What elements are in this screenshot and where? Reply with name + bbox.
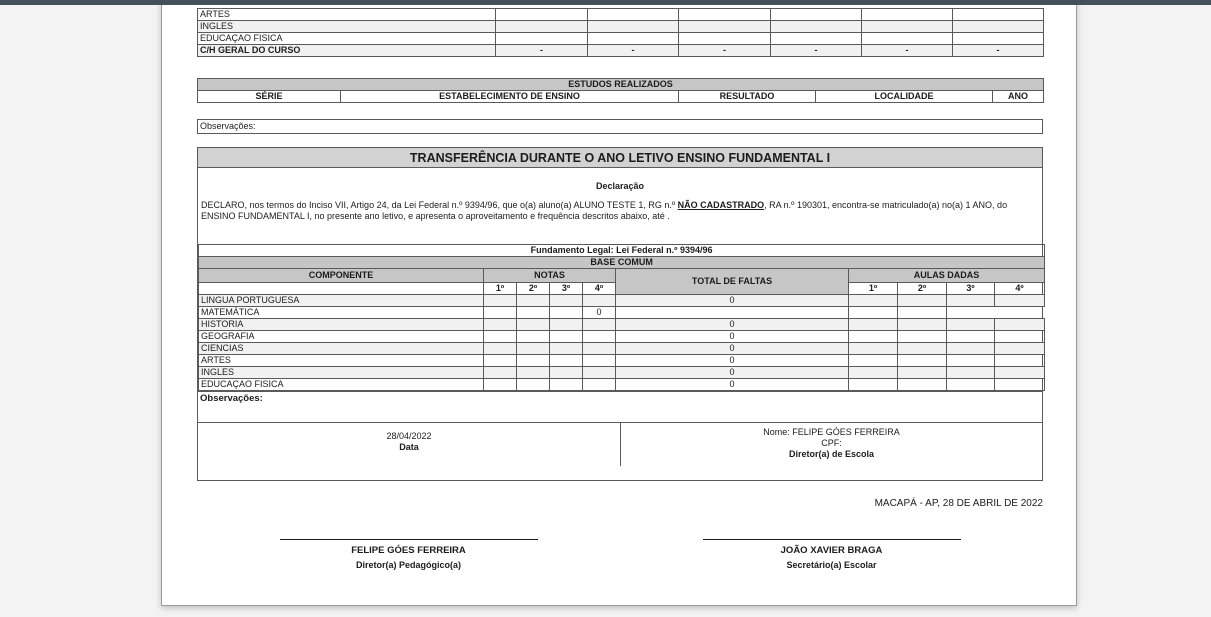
course-cell — [496, 33, 588, 45]
signature-line — [703, 532, 961, 540]
aulas-cell — [849, 319, 898, 331]
notas-bimestre-header: 3º — [550, 283, 583, 295]
aulas-cell — [898, 319, 947, 331]
aulas-cell — [849, 379, 898, 391]
course-cell — [953, 33, 1044, 45]
aulas-dadas-header: AULAS DADAS — [849, 269, 1045, 283]
nota-cell — [484, 319, 517, 331]
grades-row — [199, 331, 1045, 343]
nota-cell — [583, 331, 616, 343]
grades-row — [199, 367, 1045, 379]
date-cell — [198, 423, 620, 466]
course-cell — [862, 9, 953, 21]
aulas-cell — [849, 295, 898, 307]
grades-table — [198, 244, 1045, 391]
nota-cell — [550, 331, 583, 343]
signature-role: Secretário(a) Escolar — [786, 560, 877, 570]
aulas-cell — [849, 355, 898, 367]
nota-cell — [484, 367, 517, 379]
aulas-bimestre-header: 2º — [898, 283, 947, 295]
faltas-header: TOTAL DE FALTAS — [616, 269, 849, 295]
fundamento-row — [199, 245, 1045, 257]
grades-component-name: EDUCAÇAO FISICA — [199, 379, 484, 391]
course-cell — [953, 21, 1044, 33]
nota-cell — [517, 331, 550, 343]
grades-component-name: ARTES — [199, 355, 484, 367]
nota-cell — [550, 319, 583, 331]
viewer-top-bar — [0, 0, 1211, 5]
course-cell — [679, 9, 771, 21]
declaration-label: Declaração — [595, 181, 645, 191]
faltas-cell: 0 — [616, 343, 849, 355]
estudos-column-header: ANO — [993, 91, 1044, 103]
aulas-cell — [995, 307, 1045, 319]
signature-name: FELIPE GÓES FERREIRA — [351, 545, 466, 556]
faltas-cell: 0 — [616, 319, 849, 331]
course-cell — [496, 21, 588, 33]
aulas-cell — [995, 367, 1045, 379]
faltas-cell: 0 — [616, 355, 849, 367]
estudos-title-row — [198, 79, 1044, 91]
aulas-cell — [995, 343, 1045, 355]
document-page — [161, 0, 1077, 606]
base-comum-row — [199, 257, 1045, 269]
aulas-cell — [947, 319, 995, 331]
signatures-block — [197, 532, 1043, 570]
grades-row — [199, 343, 1045, 355]
director-name-line: Nome: FELIPE GÓES FERREIRA — [763, 427, 900, 437]
nota-cell — [517, 355, 550, 367]
notas-bimestre-header: 2º — [517, 283, 550, 295]
aulas-cell — [849, 331, 898, 343]
estudos-column-header: ESTABELECIMENTO DE ENSINO — [341, 91, 679, 103]
nota-cell — [517, 379, 550, 391]
transfer-observations-box: Observações: — [198, 391, 1042, 422]
aulas-cell — [947, 307, 995, 319]
faltas-cell: 0 — [616, 331, 849, 343]
nota-cell — [484, 295, 517, 307]
signature-pedagogico — [197, 532, 620, 570]
aulas-cell — [995, 331, 1045, 343]
aulas-cell — [995, 295, 1045, 307]
course-cell — [679, 33, 771, 45]
declaration-rg-value: NÃO CADASTRADO — [677, 200, 765, 210]
nota-cell — [517, 319, 550, 331]
course-row — [198, 45, 1044, 57]
componente-header: COMPONENTE — [199, 269, 484, 283]
date-value: 28/04/2022 — [386, 431, 432, 441]
transfer-title: TRANSFERÊNCIA DURANTE O ANO LETIVO ENSINO FUNDAMENTAL I — [198, 148, 1042, 168]
course-cell — [771, 21, 862, 33]
aulas-bimestre-header: 3º — [947, 283, 995, 295]
nota-cell — [550, 307, 583, 319]
course-component-name: INGLES — [198, 21, 496, 33]
date-label: Data — [399, 442, 419, 452]
nota-cell — [484, 355, 517, 367]
aulas-cell — [898, 379, 947, 391]
aulas-cell — [995, 379, 1045, 391]
director-role-line: Diretor(a) de Escola — [788, 449, 875, 459]
nota-cell — [517, 367, 550, 379]
course-cell: - — [771, 45, 862, 57]
course-cell: - — [679, 45, 771, 57]
aulas-cell — [995, 355, 1045, 367]
fundamento-legal: Fundamento Legal: Lei Federal n.º 9394/96 — [199, 245, 1045, 257]
nota-cell — [550, 355, 583, 367]
grades-header-row — [199, 269, 1045, 283]
director-cpf-line: CPF: — [821, 438, 842, 448]
faltas-cell — [616, 307, 849, 319]
nota-cell — [550, 343, 583, 355]
estudos-column-header: SÉRIE — [198, 91, 341, 103]
faltas-cell: 0 — [616, 295, 849, 307]
document-content — [197, 1, 1043, 607]
nota-cell — [583, 295, 616, 307]
estudos-title: ESTUDOS REALIZADOS — [198, 79, 1044, 91]
aulas-cell — [898, 355, 947, 367]
course-cell: - — [496, 45, 588, 57]
nota-cell — [583, 319, 616, 331]
grades-row — [199, 379, 1045, 391]
course-component-name: ARTES — [198, 9, 496, 21]
city-date-line: MACAPÁ - AP, 28 DE ABRIL DE 2022 — [874, 498, 1043, 509]
declaration-area — [198, 168, 1042, 244]
estudos-column-header: RESULTADO — [679, 91, 816, 103]
course-table-body — [198, 9, 1044, 57]
grades-component-name: MATEMÁTICA — [199, 307, 484, 319]
signature-role: Diretor(a) Pedagógico(a) — [355, 560, 461, 570]
aulas-cell — [849, 343, 898, 355]
grades-table-body — [199, 295, 1045, 391]
course-row — [198, 21, 1044, 33]
nota-cell — [484, 331, 517, 343]
componente-subheader-blank — [199, 283, 484, 295]
course-hours-table — [197, 8, 1044, 57]
course-component-name: C/H GERAL DO CURSO — [198, 45, 496, 57]
notas-header: NOTAS — [484, 269, 616, 283]
aulas-cell — [898, 295, 947, 307]
course-component-name: EDUCAÇAO FISICA — [198, 33, 496, 45]
grades-component-name: LINGUA PORTUGUESA — [199, 295, 484, 307]
aulas-cell — [849, 367, 898, 379]
aulas-cell — [898, 343, 947, 355]
grades-row — [199, 295, 1045, 307]
transfer-section — [197, 147, 1043, 481]
nota-cell — [550, 295, 583, 307]
course-cell — [496, 9, 588, 21]
aulas-cell — [947, 295, 995, 307]
aulas-cell — [849, 307, 898, 319]
grades-row — [199, 355, 1045, 367]
course-row — [198, 9, 1044, 21]
course-cell — [679, 21, 771, 33]
course-cell — [588, 21, 679, 33]
base-comum-label: BASE COMUM — [199, 257, 1045, 269]
aulas-cell — [947, 367, 995, 379]
grades-component-name: GEOGRAFIA — [199, 331, 484, 343]
grades-row — [199, 319, 1045, 331]
grades-component-name: CIENCIAS — [199, 343, 484, 355]
aulas-cell — [995, 319, 1045, 331]
aulas-cell — [947, 379, 995, 391]
declaration-text-before: DECLARO, nos termos do Inciso VII, Artigo 24, da Lei Federal n.º 9394/96, que o(a) aluno(a) ALUNO TESTE 1, RG n.º — [201, 200, 678, 210]
course-cell: - — [953, 45, 1044, 57]
course-cell — [588, 9, 679, 21]
course-cell: - — [862, 45, 953, 57]
nota-cell — [517, 295, 550, 307]
observations-box: Observações: — [197, 119, 1043, 134]
nota-cell — [550, 379, 583, 391]
grades-component-name: HISTORIA — [199, 319, 484, 331]
course-cell — [953, 9, 1044, 21]
aulas-cell — [898, 367, 947, 379]
aulas-cell — [898, 307, 947, 319]
nota-cell — [550, 367, 583, 379]
transfer-footer-row — [198, 422, 1042, 466]
nota-cell — [517, 343, 550, 355]
nota-cell — [583, 355, 616, 367]
aulas-cell — [947, 343, 995, 355]
course-cell — [862, 33, 953, 45]
course-cell — [862, 21, 953, 33]
nota-cell — [583, 379, 616, 391]
signature-secretario — [620, 532, 1043, 570]
grades-component-name: INGLES — [199, 367, 484, 379]
nota-cell — [484, 379, 517, 391]
estudos-column-header: LOCALIDADE — [816, 91, 993, 103]
aulas-bimestre-header: 4º — [995, 283, 1045, 295]
nota-cell — [517, 307, 550, 319]
course-cell — [771, 33, 862, 45]
course-cell — [771, 9, 862, 21]
nota-cell — [484, 343, 517, 355]
aulas-cell — [947, 355, 995, 367]
nota-cell — [583, 343, 616, 355]
estudos-header-row — [198, 91, 1044, 103]
grades-row — [199, 307, 1045, 319]
declaration-text — [198, 200, 1042, 222]
signature-line — [280, 532, 538, 540]
notas-bimestre-header: 4º — [583, 283, 616, 295]
director-cell — [620, 423, 1042, 466]
faltas-cell: 0 — [616, 379, 849, 391]
faltas-cell: 0 — [616, 367, 849, 379]
aulas-bimestre-header: 1º — [849, 283, 898, 295]
course-cell — [588, 33, 679, 45]
declaration-text-after: , RA n.º 190301, encontra-se matriculado(a) no(a) 1 ANO, do ENSINO FUNDAMENTAL I, no presente ano letivo, e apresenta o aproveitamento e frequência descritos abaixo, até . — [201, 200, 1008, 221]
aulas-cell — [898, 331, 947, 343]
notas-bimestre-header: 1º — [484, 283, 517, 295]
estudos-realizados-table — [197, 78, 1044, 103]
nota-cell — [484, 307, 517, 319]
signature-name: JOÃO XAVIER BRAGA — [780, 545, 883, 556]
course-row — [198, 33, 1044, 45]
nota-cell: 0 — [583, 307, 616, 319]
course-cell: - — [588, 45, 679, 57]
aulas-cell — [947, 331, 995, 343]
nota-cell — [583, 367, 616, 379]
